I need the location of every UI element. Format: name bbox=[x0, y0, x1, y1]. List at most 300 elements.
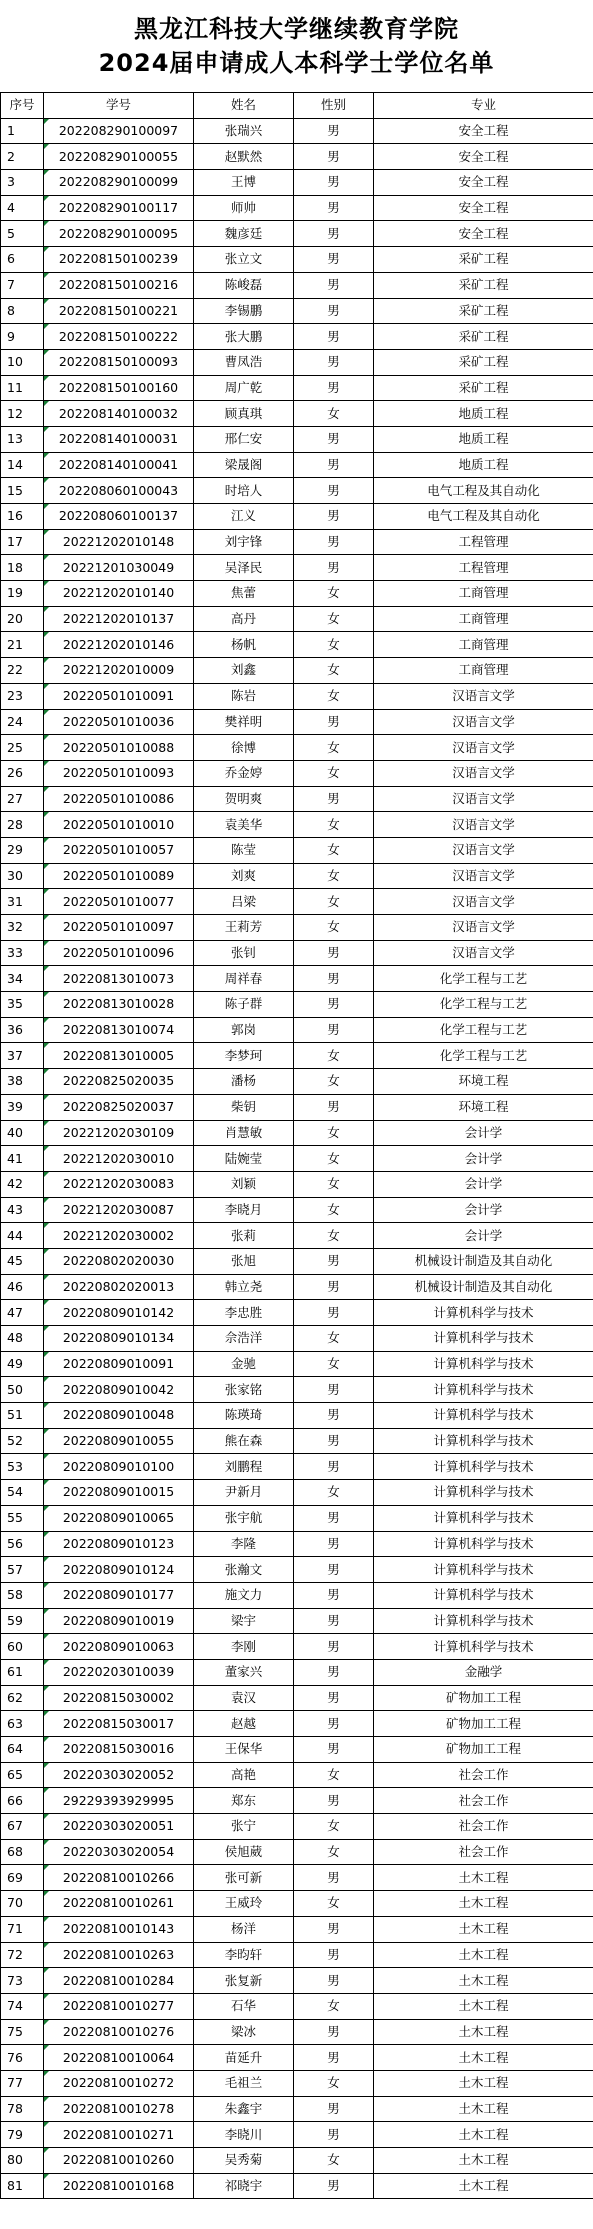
table-row bbox=[1, 1711, 593, 1737]
cell-major: 会计学 bbox=[374, 1171, 593, 1197]
cell-name: 赵默然 bbox=[194, 144, 294, 170]
cell-student-id: 20220501010077 bbox=[44, 889, 194, 915]
cell-name: 江义 bbox=[194, 504, 294, 530]
header-major: 专业 bbox=[374, 93, 593, 119]
cell-index: 47 bbox=[1, 1300, 44, 1326]
cell-gender: 男 bbox=[294, 992, 374, 1018]
cell-student-id: 20220810010261 bbox=[44, 1891, 194, 1917]
cell-major: 计算机科学与技术 bbox=[374, 1608, 593, 1634]
cell-major: 采矿工程 bbox=[374, 349, 593, 375]
cell-major: 地质工程 bbox=[374, 401, 593, 427]
cell-gender: 女 bbox=[294, 658, 374, 684]
cell-student-id: 20220501010089 bbox=[44, 863, 194, 889]
header-student-id: 学号 bbox=[44, 93, 194, 119]
cell-major: 计算机科学与技术 bbox=[374, 1582, 593, 1608]
cell-name: 赵越 bbox=[194, 1711, 294, 1737]
cell-index: 75 bbox=[1, 2019, 44, 2045]
cell-name: 张家铭 bbox=[194, 1377, 294, 1403]
cell-student-id: 202208150100221 bbox=[44, 298, 194, 324]
cell-student-id: 20220813010073 bbox=[44, 966, 194, 992]
cell-student-id: 20220501010057 bbox=[44, 837, 194, 863]
cell-name: 石华 bbox=[194, 1993, 294, 2019]
table-row bbox=[1, 1403, 593, 1429]
cell-index: 24 bbox=[1, 709, 44, 735]
cell-student-id: 20220810010266 bbox=[44, 1865, 194, 1891]
cell-gender: 女 bbox=[294, 1480, 374, 1506]
cell-name: 张复新 bbox=[194, 1968, 294, 1994]
cell-name: 金驰 bbox=[194, 1351, 294, 1377]
cell-name: 柴钥 bbox=[194, 1094, 294, 1120]
cell-index: 2 bbox=[1, 144, 44, 170]
cell-name: 吴秀菊 bbox=[194, 2148, 294, 2174]
cell-student-id: 20220815030002 bbox=[44, 1685, 194, 1711]
cell-student-id: 202208290100055 bbox=[44, 144, 194, 170]
table-row bbox=[1, 1326, 593, 1352]
cell-gender: 男 bbox=[294, 478, 374, 504]
cell-gender: 女 bbox=[294, 863, 374, 889]
cell-gender: 女 bbox=[294, 1171, 374, 1197]
cell-index: 10 bbox=[1, 349, 44, 375]
cell-gender: 男 bbox=[294, 966, 374, 992]
table-row bbox=[1, 760, 593, 786]
cell-gender: 男 bbox=[294, 1300, 374, 1326]
cell-index: 58 bbox=[1, 1582, 44, 1608]
cell-name: 贺明爽 bbox=[194, 786, 294, 812]
cell-gender: 男 bbox=[294, 1428, 374, 1454]
cell-name: 张立文 bbox=[194, 247, 294, 273]
table-row bbox=[1, 1223, 593, 1249]
cell-major: 计算机科学与技术 bbox=[374, 1480, 593, 1506]
cell-major: 采矿工程 bbox=[374, 247, 593, 273]
cell-index: 45 bbox=[1, 1248, 44, 1274]
cell-major: 社会工作 bbox=[374, 1814, 593, 1840]
cell-student-id: 20221202030002 bbox=[44, 1223, 194, 1249]
cell-gender: 男 bbox=[294, 452, 374, 478]
cell-index: 39 bbox=[1, 1094, 44, 1120]
cell-student-id: 20220810010278 bbox=[44, 2096, 194, 2122]
cell-student-id: 202208150100160 bbox=[44, 375, 194, 401]
cell-index: 26 bbox=[1, 760, 44, 786]
cell-student-id: 202208140100041 bbox=[44, 452, 194, 478]
cell-index: 16 bbox=[1, 504, 44, 530]
table-row bbox=[1, 1094, 593, 1120]
table-row bbox=[1, 375, 593, 401]
cell-index: 73 bbox=[1, 1968, 44, 1994]
cell-name: 韩立尧 bbox=[194, 1274, 294, 1300]
cell-name: 陆婉莹 bbox=[194, 1146, 294, 1172]
cell-name: 时培人 bbox=[194, 478, 294, 504]
cell-student-id: 20220810010168 bbox=[44, 2173, 194, 2199]
cell-name: 潘杨 bbox=[194, 1069, 294, 1095]
table-header bbox=[1, 93, 593, 119]
cell-major: 地质工程 bbox=[374, 426, 593, 452]
cell-major: 工程管理 bbox=[374, 555, 593, 581]
cell-name: 刘颖 bbox=[194, 1171, 294, 1197]
cell-index: 5 bbox=[1, 221, 44, 247]
cell-major: 汉语言文学 bbox=[374, 760, 593, 786]
table-row bbox=[1, 1968, 593, 1994]
cell-gender: 男 bbox=[294, 786, 374, 812]
cell-gender: 男 bbox=[294, 144, 374, 170]
cell-index: 79 bbox=[1, 2122, 44, 2148]
cell-name: 樊祥明 bbox=[194, 709, 294, 735]
cell-gender: 男 bbox=[294, 940, 374, 966]
cell-index: 19 bbox=[1, 581, 44, 607]
table-row bbox=[1, 221, 593, 247]
cell-name: 陈岩 bbox=[194, 683, 294, 709]
cell-major: 土木工程 bbox=[374, 2019, 593, 2045]
cell-name: 张大鹏 bbox=[194, 324, 294, 350]
cell-gender: 女 bbox=[294, 1839, 374, 1865]
cell-gender: 女 bbox=[294, 735, 374, 761]
table-row bbox=[1, 992, 593, 1018]
cell-student-id: 20220825020037 bbox=[44, 1094, 194, 1120]
table-row bbox=[1, 837, 593, 863]
table-row bbox=[1, 915, 593, 941]
cell-gender: 男 bbox=[294, 1916, 374, 1942]
cell-major: 工商管理 bbox=[374, 581, 593, 607]
cell-gender: 男 bbox=[294, 1788, 374, 1814]
cell-student-id: 20220810010272 bbox=[44, 2070, 194, 2096]
cell-gender: 女 bbox=[294, 1326, 374, 1352]
cell-name: 师帅 bbox=[194, 195, 294, 221]
cell-student-id: 20220809010123 bbox=[44, 1531, 194, 1557]
cell-gender: 男 bbox=[294, 1248, 374, 1274]
cell-index: 48 bbox=[1, 1326, 44, 1352]
cell-major: 化学工程与工艺 bbox=[374, 1017, 593, 1043]
cell-student-id: 20220813010028 bbox=[44, 992, 194, 1018]
cell-student-id: 20220809010019 bbox=[44, 1608, 194, 1634]
cell-index: 72 bbox=[1, 1942, 44, 1968]
cell-major: 土木工程 bbox=[374, 2148, 593, 2174]
cell-student-id: 20220802020013 bbox=[44, 1274, 194, 1300]
cell-name: 祁晓宇 bbox=[194, 2173, 294, 2199]
cell-name: 熊在森 bbox=[194, 1428, 294, 1454]
cell-index: 66 bbox=[1, 1788, 44, 1814]
table-row bbox=[1, 1274, 593, 1300]
cell-major: 化学工程与工艺 bbox=[374, 1043, 593, 1069]
table-row bbox=[1, 1300, 593, 1326]
cell-name: 杨帆 bbox=[194, 632, 294, 658]
table-row bbox=[1, 632, 593, 658]
cell-major: 土木工程 bbox=[374, 1865, 593, 1891]
cell-student-id: 20220809010142 bbox=[44, 1300, 194, 1326]
cell-student-id: 202208060100137 bbox=[44, 504, 194, 530]
cell-gender: 男 bbox=[294, 221, 374, 247]
title-line-2: 2024届申请成人本科学士学位名单 bbox=[98, 49, 495, 77]
table-row bbox=[1, 1993, 593, 2019]
cell-index: 30 bbox=[1, 863, 44, 889]
cell-student-id: 20221202010009 bbox=[44, 658, 194, 684]
cell-gender: 女 bbox=[294, 1146, 374, 1172]
header-row bbox=[1, 93, 593, 119]
cell-name: 曹凤浩 bbox=[194, 349, 294, 375]
cell-major: 土木工程 bbox=[374, 2122, 593, 2148]
cell-student-id: 20220810010284 bbox=[44, 1968, 194, 1994]
cell-gender: 男 bbox=[294, 1377, 374, 1403]
cell-student-id: 202208140100031 bbox=[44, 426, 194, 452]
cell-index: 54 bbox=[1, 1480, 44, 1506]
cell-student-id: 29229393929995 bbox=[44, 1788, 194, 1814]
cell-name: 王莉芳 bbox=[194, 915, 294, 941]
cell-student-id: 20220501010097 bbox=[44, 915, 194, 941]
cell-gender: 男 bbox=[294, 1942, 374, 1968]
cell-major: 计算机科学与技术 bbox=[374, 1634, 593, 1660]
cell-name: 焦蕾 bbox=[194, 581, 294, 607]
cell-student-id: 202208150100239 bbox=[44, 247, 194, 273]
cell-major: 计算机科学与技术 bbox=[374, 1403, 593, 1429]
cell-gender: 女 bbox=[294, 2148, 374, 2174]
cell-name: 邢仁安 bbox=[194, 426, 294, 452]
cell-name: 袁美华 bbox=[194, 812, 294, 838]
cell-name: 周广乾 bbox=[194, 375, 294, 401]
cell-student-id: 20220809010177 bbox=[44, 1582, 194, 1608]
cell-gender: 男 bbox=[294, 2019, 374, 2045]
cell-major: 计算机科学与技术 bbox=[374, 1428, 593, 1454]
cell-name: 吕梁 bbox=[194, 889, 294, 915]
table-row bbox=[1, 1685, 593, 1711]
cell-index: 64 bbox=[1, 1737, 44, 1763]
table-row bbox=[1, 555, 593, 581]
table-row bbox=[1, 1146, 593, 1172]
cell-gender: 女 bbox=[294, 401, 374, 427]
cell-name: 梁宇 bbox=[194, 1608, 294, 1634]
cell-name: 陈瑛琦 bbox=[194, 1403, 294, 1429]
cell-student-id: 20220815030017 bbox=[44, 1711, 194, 1737]
cell-student-id: 20220501010096 bbox=[44, 940, 194, 966]
cell-index: 35 bbox=[1, 992, 44, 1018]
cell-major: 汉语言文学 bbox=[374, 812, 593, 838]
table-row bbox=[1, 1942, 593, 1968]
cell-index: 69 bbox=[1, 1865, 44, 1891]
cell-student-id: 20221201030049 bbox=[44, 555, 194, 581]
cell-name: 陈峻磊 bbox=[194, 272, 294, 298]
cell-gender: 男 bbox=[294, 170, 374, 196]
cell-major: 采矿工程 bbox=[374, 298, 593, 324]
cell-name: 李刚 bbox=[194, 1634, 294, 1660]
cell-gender: 男 bbox=[294, 1737, 374, 1763]
cell-name: 魏彦廷 bbox=[194, 221, 294, 247]
table-row bbox=[1, 2045, 593, 2071]
table-row bbox=[1, 452, 593, 478]
cell-major: 安全工程 bbox=[374, 118, 593, 144]
table-row bbox=[1, 966, 593, 992]
cell-gender: 女 bbox=[294, 760, 374, 786]
cell-index: 27 bbox=[1, 786, 44, 812]
cell-index: 29 bbox=[1, 837, 44, 863]
table-row bbox=[1, 1171, 593, 1197]
cell-gender: 女 bbox=[294, 683, 374, 709]
table-row bbox=[1, 478, 593, 504]
cell-major: 工商管理 bbox=[374, 632, 593, 658]
cell-gender: 男 bbox=[294, 1557, 374, 1583]
cell-gender: 女 bbox=[294, 837, 374, 863]
cell-index: 31 bbox=[1, 889, 44, 915]
cell-major: 化学工程与工艺 bbox=[374, 966, 593, 992]
cell-gender: 男 bbox=[294, 1094, 374, 1120]
cell-name: 施文力 bbox=[194, 1582, 294, 1608]
cell-major: 汉语言文学 bbox=[374, 940, 593, 966]
cell-student-id: 20220813010005 bbox=[44, 1043, 194, 1069]
cell-index: 59 bbox=[1, 1608, 44, 1634]
cell-major: 土木工程 bbox=[374, 1968, 593, 1994]
cell-index: 53 bbox=[1, 1454, 44, 1480]
title-block bbox=[0, 0, 593, 92]
cell-index: 37 bbox=[1, 1043, 44, 1069]
cell-gender: 男 bbox=[294, 324, 374, 350]
cell-major: 土木工程 bbox=[374, 1942, 593, 1968]
cell-student-id: 202208290100099 bbox=[44, 170, 194, 196]
cell-name: 高丹 bbox=[194, 606, 294, 632]
cell-gender: 男 bbox=[294, 1608, 374, 1634]
cell-major: 工商管理 bbox=[374, 606, 593, 632]
cell-index: 38 bbox=[1, 1069, 44, 1095]
cell-index: 42 bbox=[1, 1171, 44, 1197]
cell-student-id: 20220810010277 bbox=[44, 1993, 194, 2019]
cell-index: 13 bbox=[1, 426, 44, 452]
cell-major: 安全工程 bbox=[374, 170, 593, 196]
cell-student-id: 20220501010091 bbox=[44, 683, 194, 709]
cell-index: 15 bbox=[1, 478, 44, 504]
cell-student-id: 20221202030109 bbox=[44, 1120, 194, 1146]
cell-major: 采矿工程 bbox=[374, 324, 593, 350]
table-row bbox=[1, 1582, 593, 1608]
cell-major: 土木工程 bbox=[374, 1916, 593, 1942]
cell-student-id: 20221202010146 bbox=[44, 632, 194, 658]
cell-name: 张旭 bbox=[194, 1248, 294, 1274]
cell-index: 6 bbox=[1, 247, 44, 273]
cell-gender: 女 bbox=[294, 1762, 374, 1788]
cell-name: 李梦珂 bbox=[194, 1043, 294, 1069]
cell-gender: 男 bbox=[294, 504, 374, 530]
table-row bbox=[1, 504, 593, 530]
cell-index: 14 bbox=[1, 452, 44, 478]
cell-gender: 男 bbox=[294, 426, 374, 452]
cell-index: 61 bbox=[1, 1659, 44, 1685]
cell-index: 7 bbox=[1, 272, 44, 298]
cell-student-id: 20220809010134 bbox=[44, 1326, 194, 1352]
table-row bbox=[1, 195, 593, 221]
cell-name: 肖慧敏 bbox=[194, 1120, 294, 1146]
cell-major: 地质工程 bbox=[374, 452, 593, 478]
table-row bbox=[1, 1248, 593, 1274]
table-row bbox=[1, 1788, 593, 1814]
cell-student-id: 20220810010276 bbox=[44, 2019, 194, 2045]
table-row bbox=[1, 324, 593, 350]
table-row bbox=[1, 529, 593, 555]
cell-index: 20 bbox=[1, 606, 44, 632]
cell-major: 汉语言文学 bbox=[374, 786, 593, 812]
cell-index: 51 bbox=[1, 1403, 44, 1429]
cell-major: 会计学 bbox=[374, 1197, 593, 1223]
cell-major: 工商管理 bbox=[374, 658, 593, 684]
cell-student-id: 20220501010088 bbox=[44, 735, 194, 761]
cell-name: 李隆 bbox=[194, 1531, 294, 1557]
cell-name: 梁晟阁 bbox=[194, 452, 294, 478]
cell-name: 李昀轩 bbox=[194, 1942, 294, 1968]
cell-gender: 男 bbox=[294, 1403, 374, 1429]
cell-student-id: 20220203010039 bbox=[44, 1659, 194, 1685]
cell-major: 矿物加工工程 bbox=[374, 1711, 593, 1737]
cell-student-id: 20220303020051 bbox=[44, 1814, 194, 1840]
header-name: 姓名 bbox=[194, 93, 294, 119]
cell-gender: 男 bbox=[294, 555, 374, 581]
cell-student-id: 20220815030016 bbox=[44, 1737, 194, 1763]
cell-index: 71 bbox=[1, 1916, 44, 1942]
table-row bbox=[1, 940, 593, 966]
table-row bbox=[1, 1351, 593, 1377]
cell-name: 陈子群 bbox=[194, 992, 294, 1018]
cell-name: 毛祖兰 bbox=[194, 2070, 294, 2096]
cell-name: 王博 bbox=[194, 170, 294, 196]
cell-index: 9 bbox=[1, 324, 44, 350]
header-gender: 性别 bbox=[294, 93, 374, 119]
cell-index: 1 bbox=[1, 118, 44, 144]
cell-name: 朱鑫宇 bbox=[194, 2096, 294, 2122]
cell-name: 张瑞兴 bbox=[194, 118, 294, 144]
table-row bbox=[1, 1377, 593, 1403]
cell-student-id: 20220303020052 bbox=[44, 1762, 194, 1788]
cell-index: 12 bbox=[1, 401, 44, 427]
cell-major: 计算机科学与技术 bbox=[374, 1351, 593, 1377]
cell-gender: 男 bbox=[294, 1505, 374, 1531]
cell-student-id: 202208290100097 bbox=[44, 118, 194, 144]
table-row bbox=[1, 1505, 593, 1531]
cell-student-id: 20220825020035 bbox=[44, 1069, 194, 1095]
cell-student-id: 20221202030083 bbox=[44, 1171, 194, 1197]
cell-gender: 男 bbox=[294, 1582, 374, 1608]
cell-gender: 女 bbox=[294, 581, 374, 607]
cell-gender: 女 bbox=[294, 915, 374, 941]
table-row bbox=[1, 298, 593, 324]
cell-major: 土木工程 bbox=[374, 2045, 593, 2071]
cell-major: 汉语言文学 bbox=[374, 915, 593, 941]
cell-index: 60 bbox=[1, 1634, 44, 1660]
table-row bbox=[1, 889, 593, 915]
cell-gender: 男 bbox=[294, 1531, 374, 1557]
cell-student-id: 20220809010055 bbox=[44, 1428, 194, 1454]
cell-major: 计算机科学与技术 bbox=[374, 1377, 593, 1403]
table-row bbox=[1, 1454, 593, 1480]
cell-index: 28 bbox=[1, 812, 44, 838]
table-body bbox=[1, 118, 593, 2199]
cell-student-id: 20220501010036 bbox=[44, 709, 194, 735]
cell-major: 会计学 bbox=[374, 1146, 593, 1172]
table-row bbox=[1, 1480, 593, 1506]
table-row bbox=[1, 118, 593, 144]
cell-major: 汉语言文学 bbox=[374, 889, 593, 915]
cell-gender: 女 bbox=[294, 889, 374, 915]
cell-name: 袁汉 bbox=[194, 1685, 294, 1711]
cell-student-id: 20221202030010 bbox=[44, 1146, 194, 1172]
cell-gender: 男 bbox=[294, 2045, 374, 2071]
cell-gender: 女 bbox=[294, 1120, 374, 1146]
table-row bbox=[1, 1043, 593, 1069]
cell-name: 李晓川 bbox=[194, 2122, 294, 2148]
cell-major: 安全工程 bbox=[374, 144, 593, 170]
cell-student-id: 20220809010042 bbox=[44, 1377, 194, 1403]
cell-student-id: 20220809010015 bbox=[44, 1480, 194, 1506]
cell-name: 刘爽 bbox=[194, 863, 294, 889]
cell-student-id: 202208290100117 bbox=[44, 195, 194, 221]
cell-student-id: 20220809010048 bbox=[44, 1403, 194, 1429]
cell-index: 49 bbox=[1, 1351, 44, 1377]
table-row bbox=[1, 272, 593, 298]
cell-major: 机械设计制造及其自动化 bbox=[374, 1274, 593, 1300]
cell-name: 刘鑫 bbox=[194, 658, 294, 684]
cell-name: 周祥春 bbox=[194, 966, 294, 992]
table-row bbox=[1, 247, 593, 273]
